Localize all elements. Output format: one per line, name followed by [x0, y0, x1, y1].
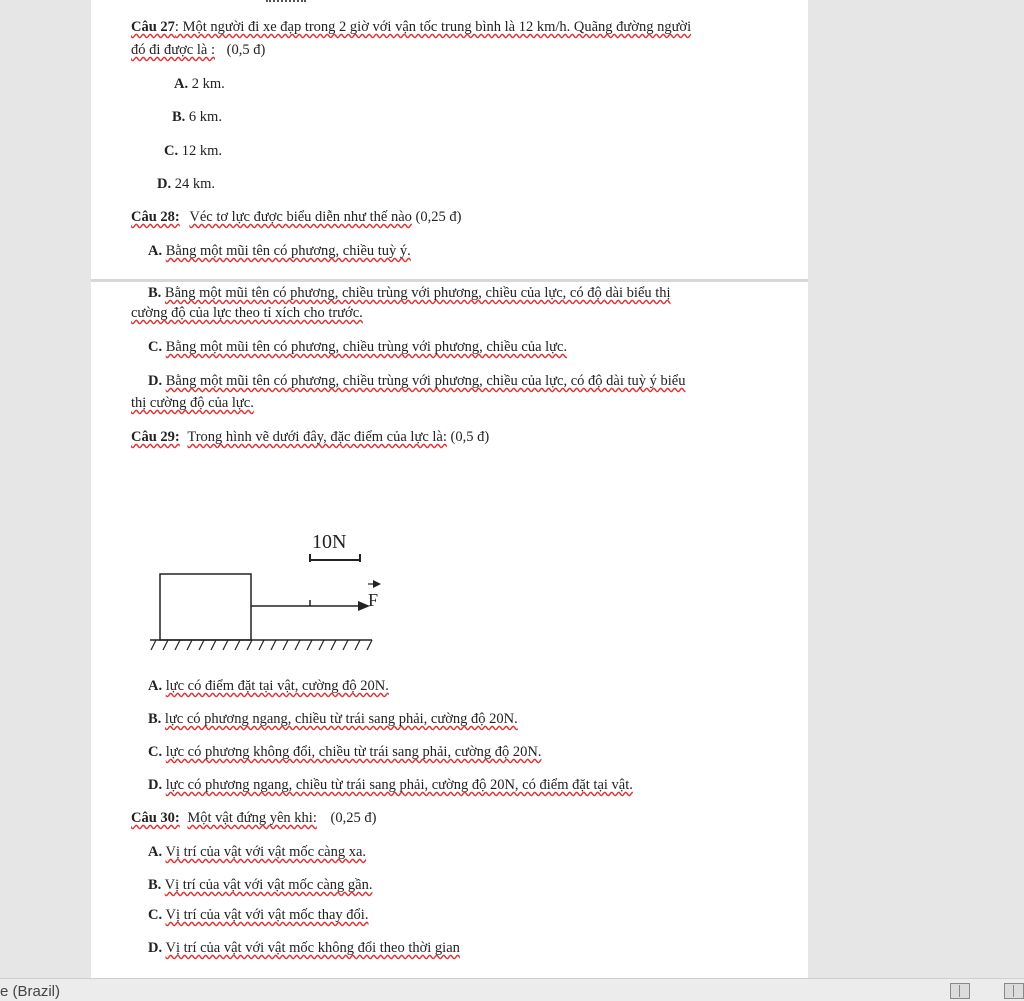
q27-line1[interactable] — [131, 18, 691, 36]
q29-points: (0,5 đ) — [450, 429, 490, 445]
status-bar — [0, 978, 1024, 1001]
q27-points: (0,5 đ) — [226, 42, 266, 58]
language-indicator[interactable]: e (Brazil) — [0, 983, 61, 1000]
q28-points: (0,25 đ) — [415, 209, 462, 225]
book-icon[interactable] — [950, 983, 970, 999]
q29-heading[interactable] — [131, 428, 489, 446]
q29-text: Trong hình vẽ dưới đây, đặc điểm của lực là: — [187, 429, 447, 445]
q28-number: Câu 28: — [131, 209, 180, 225]
q30-option-b[interactable]: B. Vị trí của vật với vật mốc càng gần. — [148, 877, 373, 893]
q27-option-d[interactable]: D. 24 km. — [157, 176, 216, 192]
q27-option-b[interactable]: B. 6 km. — [172, 109, 222, 125]
q27-text-line2: đó đi được là : — [131, 42, 215, 58]
q28-option-b-line2[interactable]: cường độ của lực theo tỉ xích cho trước. — [131, 305, 363, 321]
vector-symbol-head — [373, 580, 381, 588]
force-label: F — [368, 590, 379, 610]
q28-heading[interactable] — [131, 208, 461, 226]
ground-hatching — [151, 640, 372, 650]
q28-option-b[interactable]: B. Bằng một mũi tên có phương, chiều trùng với phương, chiều của lực, có độ dài biểu thị — [148, 285, 671, 301]
q30-option-c[interactable]: C. Vị trí của vật với vật mốc thay đổi. — [148, 907, 369, 923]
scale-label: 10N — [312, 531, 347, 553]
force-diagram-svg — [140, 530, 400, 660]
q27-number: Câu 27 — [131, 19, 175, 35]
q30-heading[interactable] — [131, 809, 376, 827]
q29-option-b[interactable]: B. lực có phương ngang, chiều từ trái sang phải, cường độ 20N. — [148, 711, 518, 727]
q30-option-a[interactable]: A. Vị trí của vật với vật mốc càng xa. — [148, 844, 367, 860]
q28-option-a[interactable]: A. Bằng một mũi tên có phương, chiều tuỳ ý. — [148, 243, 411, 259]
q28-option-d-line2[interactable]: thị cường độ của lực. — [131, 395, 254, 411]
q27-line2[interactable] — [131, 41, 265, 59]
object-box — [160, 574, 251, 640]
q29-option-a[interactable]: A. lực có điểm đặt tại vật, cường độ 20N. — [148, 678, 389, 694]
page-top-marker — [266, 0, 306, 2]
q28-text: Véc tơ lực được biểu diễn như thế nào — [189, 209, 412, 225]
q27-text-line1: : Một người đi xe đạp trong 2 giờ với vận tốc trung bình là 12 km/h. Quãng đường người — [174, 19, 692, 35]
q27-option-c[interactable]: C. 12 km. — [164, 143, 223, 159]
q28-option-d[interactable]: D. Bằng một mũi tên có phương, chiều trùng với phương, chiều của lực, có độ dài tuỳ ý biểu — [148, 373, 686, 389]
q29-option-c[interactable]: C. lực có phương không đổi, chiều từ trái sang phải, cường độ 20N. — [148, 744, 542, 760]
q30-number: Câu 30: — [131, 810, 180, 826]
q30-text: Một vật đứng yên khi: — [187, 810, 317, 826]
q29-option-d[interactable]: D. lực có phương ngang, chiều từ trái sang phải, cường độ 20N, có điểm đặt tại vật. — [148, 777, 633, 793]
q27-option-a[interactable]: A. 2 km. — [174, 76, 225, 92]
q30-option-d[interactable]: D. Vị trí của vật với vật mốc không đổi theo thời gian — [148, 940, 460, 956]
q29-number: Câu 29: — [131, 429, 180, 445]
q28-option-c[interactable]: C. Bằng một mũi tên có phương, chiều trùng với phương, chiều của lực. — [148, 339, 568, 355]
page-icon[interactable] — [1004, 983, 1024, 999]
q30-points: (0,25 đ) — [330, 810, 377, 826]
force-diagram — [140, 530, 400, 660]
